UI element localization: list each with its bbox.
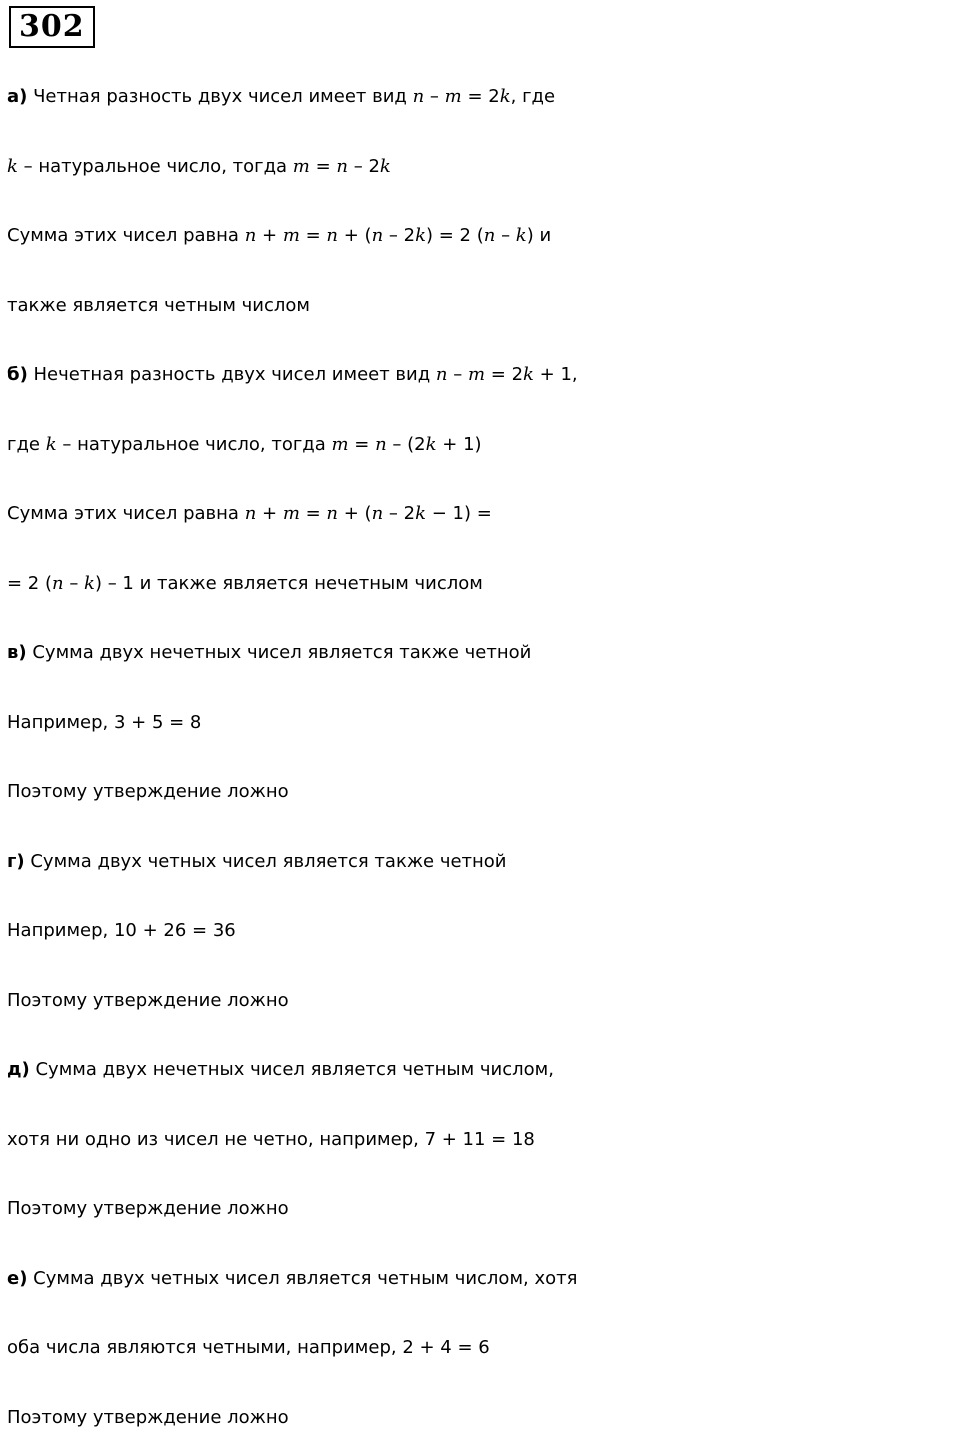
text-segment: Сумма этих чисел равна (7, 225, 245, 246)
text-line (7, 201, 957, 271)
text-segment: Четная разность двух чисел имеет вид (27, 86, 412, 107)
text-line (7, 340, 957, 410)
math-variable: m (468, 364, 485, 385)
text-line (7, 549, 957, 619)
text-segment: – 2 (383, 503, 415, 524)
math-variable: n (245, 503, 257, 524)
text-line (7, 618, 957, 688)
item-label: б) (7, 364, 28, 385)
text-segment: – натуральное число, тогда (18, 156, 293, 177)
math-variable: n (52, 573, 64, 594)
text-segment: также является четным числом (7, 295, 310, 316)
math-variable: n (375, 434, 387, 455)
text-segment: ) = 2 ( (426, 225, 484, 246)
text-line (7, 688, 957, 758)
text-line (7, 1035, 957, 1105)
text-line (7, 1313, 957, 1383)
math-variable: n (484, 225, 496, 246)
math-variable: k (46, 434, 57, 455)
text-segment: + (256, 503, 283, 524)
text-segment: Поэтому утверждение ложно (7, 1407, 289, 1428)
text-segment: + ( (338, 503, 372, 524)
text-segment: – (2 (387, 434, 426, 455)
math-variable: n (326, 225, 338, 246)
text-segment: хотя ни одно из чисел не четно, например, 7 + 11 = 18 (7, 1129, 535, 1150)
text-segment: Поэтому утверждение ложно (7, 990, 289, 1011)
text-segment: − 1) = (426, 503, 492, 524)
math-variable: n (436, 364, 448, 385)
text-line (7, 757, 957, 827)
math-variable: n (336, 156, 348, 177)
math-variable: n (326, 503, 338, 524)
item-label: е) (7, 1268, 27, 1289)
math-variable: k (523, 364, 534, 385)
text-segment: + ( (338, 225, 372, 246)
text-segment: – (495, 225, 515, 246)
text-line (7, 827, 957, 897)
math-variable: k (7, 156, 18, 177)
text-segment: – 2 (383, 225, 415, 246)
text-segment: + 1) (437, 434, 482, 455)
text-segment: оба числа являются четными, например, 2 + 4 = 6 (7, 1337, 490, 1358)
text-segment: = (349, 434, 376, 455)
math-variable: k (426, 434, 437, 455)
text-line (7, 271, 957, 341)
task-number: 302 (9, 6, 95, 48)
text-segment: + (256, 225, 283, 246)
text-line (7, 1244, 957, 1314)
text-line (7, 479, 957, 549)
text-line (7, 62, 957, 132)
text-segment: – (64, 573, 84, 594)
text-line (7, 966, 957, 1036)
math-variable: m (293, 156, 310, 177)
item-label: а) (7, 86, 27, 107)
text-segment: где (7, 434, 46, 455)
text-segment: = (300, 503, 327, 524)
text-segment: = (310, 156, 337, 177)
item-label: г) (7, 851, 25, 872)
text-segment: – натуральное число, тогда (57, 434, 332, 455)
text-line (7, 132, 957, 202)
solution-text (7, 62, 957, 1452)
math-variable: k (415, 503, 426, 524)
text-segment: – (448, 364, 468, 385)
math-variable: n (413, 86, 425, 107)
math-variable: k (500, 86, 511, 107)
math-variable: k (380, 156, 391, 177)
text-segment: = 2 (485, 364, 523, 385)
text-segment: + 1, (534, 364, 578, 385)
text-segment: Сумма двух четных чисел является также четной (25, 851, 507, 872)
text-line (7, 896, 957, 966)
text-segment: ) и (527, 225, 551, 246)
math-variable: n (372, 503, 384, 524)
text-segment: Например, 3 + 5 = 8 (7, 712, 201, 733)
text-segment: = 2 (462, 86, 500, 107)
item-label: в) (7, 642, 27, 663)
text-segment: = (300, 225, 327, 246)
text-segment: ) – 1 и также является нечетным числом (95, 573, 483, 594)
text-segment: Нечетная разность двух чисел имеет вид (28, 364, 436, 385)
item-label: д) (7, 1059, 30, 1080)
text-segment: = 2 ( (7, 573, 52, 594)
text-segment: Сумма двух нечетных чисел является четным числом, (30, 1059, 554, 1080)
math-variable: k (516, 225, 527, 246)
text-segment: Например, 10 + 26 = 36 (7, 920, 236, 941)
text-segment: Поэтому утверждение ложно (7, 781, 289, 802)
text-segment: Поэтому утверждение ложно (7, 1198, 289, 1219)
text-segment: , где (511, 86, 555, 107)
text-segment: Сумма этих чисел равна (7, 503, 245, 524)
math-variable: k (415, 225, 426, 246)
math-variable: n (372, 225, 384, 246)
text-segment: – (424, 86, 444, 107)
math-variable: n (245, 225, 257, 246)
text-line (7, 1105, 957, 1175)
math-variable: m (445, 86, 462, 107)
math-variable: m (332, 434, 349, 455)
math-variable: k (84, 573, 95, 594)
text-line (7, 1174, 957, 1244)
text-line (7, 410, 957, 480)
text-segment: Сумма двух четных чисел является четным числом, хотя (27, 1268, 577, 1289)
text-line (7, 1383, 957, 1452)
text-segment: Сумма двух нечетных чисел является также четной (27, 642, 532, 663)
math-variable: m (283, 225, 300, 246)
text-segment: – 2 (348, 156, 380, 177)
math-variable: m (283, 503, 300, 524)
